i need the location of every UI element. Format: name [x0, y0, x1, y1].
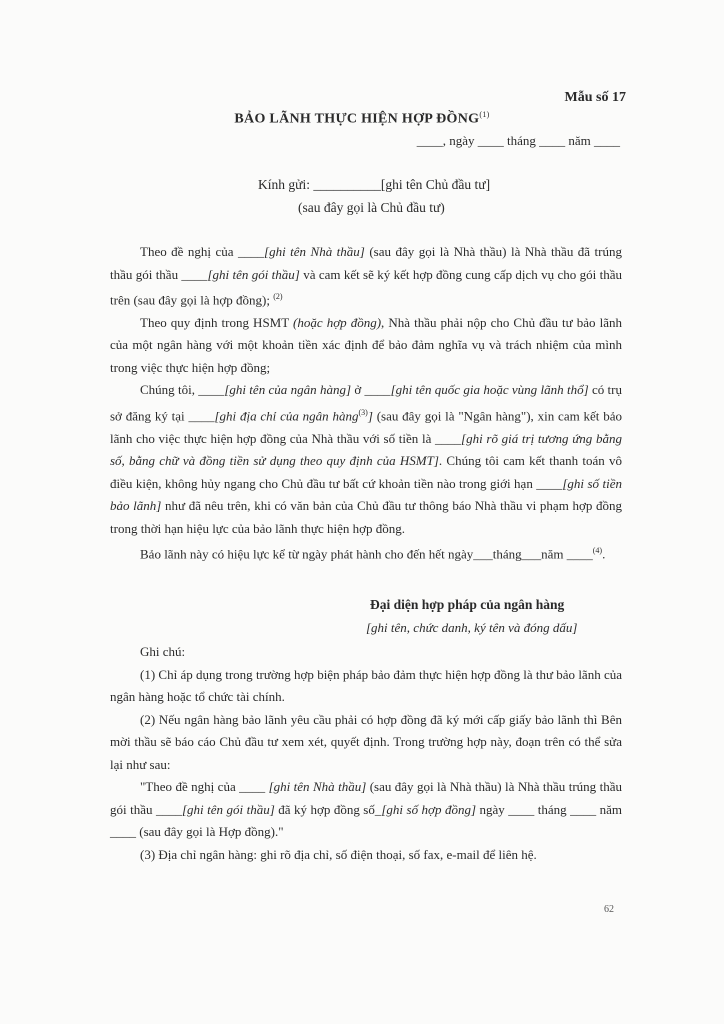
paragraph-2: [110, 312, 622, 380]
title-footnote-ref: (1): [479, 110, 490, 119]
quote-placeholder: [ghi số hợp đồng]: [381, 801, 477, 817]
notes-section: [110, 641, 622, 866]
p1-text: Theo đề nghị của ____: [140, 244, 265, 259]
p3-placeholder: [ghi số tiền bảo lãnh]: [110, 475, 622, 514]
p3-placeholder: [ghi rõ giá trị tương ứng bằng số, bằng chữ và đồng tiền sử dụng theo quy định của HSMT]: [110, 430, 622, 469]
paragraph-4: [110, 540, 622, 566]
notes-heading: Ghi chú:: [140, 644, 186, 659]
p3-placeholder: [ghi tên của ngân hàng]: [224, 382, 352, 398]
p3-placeholder: [ghi địa chỉ của ngân hàng: [214, 408, 359, 424]
quote-text: "Theo đề nghị của ____: [140, 779, 269, 794]
p3-text: có trụ sở đăng ký tại ____: [110, 382, 622, 424]
quote-placeholder: [ghi tên gói thầu]: [181, 801, 275, 817]
title-text: BẢO LÃNH THỰC HIỆN HỢP ĐỒNG: [234, 111, 480, 127]
paragraph-3: [110, 379, 622, 540]
form-number: Mẫu số 17: [564, 90, 626, 105]
recipient-text: Kính gửi: __________[ghi tên Chủ đầu tư]: [258, 177, 491, 192]
p3-text: Chúng tôi, ____: [140, 382, 225, 398]
body-text: [110, 241, 622, 566]
quote-text: (sau đây gọi là Nhà thầu) là Nhà thầu trúng thầu gói thầu ____: [110, 779, 622, 817]
p4-footnote-ref: (4): [592, 546, 603, 556]
p3-footnote-ref: (3): [358, 407, 368, 417]
p3-placeholder: [ghi tên quốc gia hoặc vùng lãnh thổ]: [390, 382, 589, 398]
note-1: (1) Chỉ áp dụng trong trường hợp biện pháp bảo đảm thực hiện hợp đồng là thư bảo lãnh của ngân hàng hoặc tổ chức tài chính.: [110, 666, 622, 704]
p1-text: (sau đây gọi là Nhà thầu) là Nhà thầu đã trúng thầu gói thầu ____: [110, 244, 622, 282]
p2-text: , Nhà thầu phải nộp cho Chủ đầu tư bảo lãnh của một ngân hàng với một khoản tiền xác định để bảo đảm nghĩa vụ và trách nhiệm của mình trong việc thực hiện hợp đồng;: [110, 314, 622, 375]
quote-text: đã ký hợp đồng số_: [274, 801, 382, 817]
signature-title: Đại diện hợp pháp của ngân hàng: [370, 597, 565, 612]
quote-placeholder: [ghi tên Nhà thầu]: [268, 779, 367, 794]
p3-placeholder: ]: [367, 408, 373, 424]
note-2: (2) Nếu ngân hàng bảo lãnh yêu cầu phải có hợp đồng đã ký mới cấp giấy bảo lãnh thì Bên mời thầu sẽ báo cáo Chủ đầu tư xem xét, quyết định. Trong trường hợp này, đoạn trên có thể sửa lại như sau:: [110, 711, 622, 772]
p1-footnote-ref: (2): [273, 292, 283, 301]
document-title: [0, 110, 724, 128]
recipient-line: [258, 177, 490, 193]
p4-text: .: [602, 546, 606, 562]
paragraph-1: [110, 241, 622, 312]
p2-text: Theo quy định trong HSMT: [140, 314, 294, 330]
note-2-quote: [110, 776, 622, 844]
p3-text: ở ____: [351, 382, 391, 398]
signature-instruction: [ghi tên, chức danh, ký tên và đóng dấu]: [366, 620, 578, 635]
p2-placeholder: (hoặc hợp đồng): [293, 314, 382, 330]
quote-text: ngày ____ tháng ____ năm ____ (sau đây gọi là Hợp đồng).": [110, 801, 622, 839]
p1-placeholder: [ghi tên Nhà thầu]: [264, 244, 365, 259]
p1-placeholder: [ghi tên gói thầu]: [207, 266, 300, 282]
recipient-subtitle: (sau đây gọi là Chủ đầu tư): [298, 200, 445, 215]
note-3: (3) Địa chỉ ngân hàng: ghi rõ địa chỉ, số điện thoại, số fax, e-mail để liên hệ.: [140, 846, 537, 862]
p1-text: và cam kết sẽ ký kết hợp đồng cung cấp dịch vụ cho gói thầu trên (sau đây gọi là hợp đồng);: [110, 266, 622, 308]
date-line: ____, ngày ____ tháng ____ năm ____: [416, 133, 620, 148]
p3-text: . Chúng tôi cam kết thanh toán vô điều kiện, không hủy ngang cho Chủ đầu tư bất cứ khoản tiền nào trong giới hạn ____: [110, 453, 622, 491]
p4-text: Bảo lãnh này có hiệu lực kể từ ngày phát hành cho đến hết ngày___tháng___năm ____: [140, 546, 593, 562]
page-number: 62: [604, 904, 614, 915]
p3-text: (sau đây gọi là "Ngân hàng"), xin cam kết bảo lãnh cho việc thực hiện hợp đồng của Nhà thầu với số tiền là ____: [110, 408, 622, 446]
p3-text: như đã nêu trên, khi có văn bản của Chủ đầu tư thông báo Nhà thầu vi phạm hợp đồng trong thời hạn hiệu lực của bảo lãnh thực hiện hợp đồng.: [110, 498, 623, 536]
